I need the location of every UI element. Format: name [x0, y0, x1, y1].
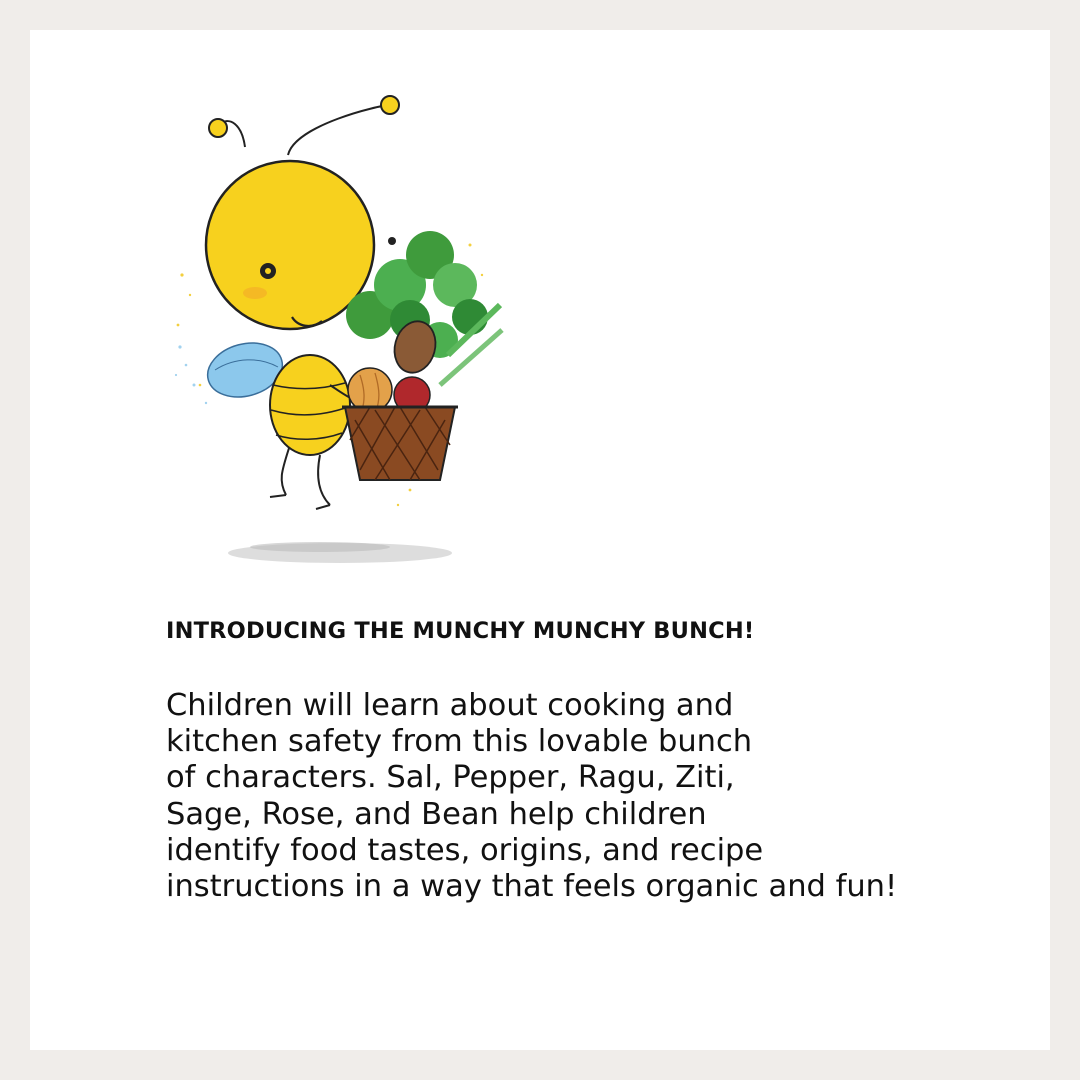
description-line: identify food tastes, origins, and recipe	[166, 832, 764, 868]
page-headline: INTRODUCING THE MUNCHY MUNCHY BUNCH!	[166, 618, 755, 644]
description-paragraph	[166, 688, 897, 905]
description-line: kitchen safety from this lovable bunch	[166, 724, 753, 760]
antennae	[209, 96, 399, 155]
woven-basket	[342, 407, 458, 480]
description-line: Children will learn about cooking and	[166, 688, 734, 723]
description-line: Sage, Rose, and Bean help children	[166, 796, 707, 832]
description-line: instructions in a way that feels organic and fun!	[166, 869, 898, 905]
bee-body	[270, 355, 350, 455]
bee-carrying-vegetable-basket-icon	[170, 85, 510, 585]
onion	[348, 368, 392, 412]
content-card	[30, 30, 1050, 1050]
description-line: of characters. Sal, Pepper, Ragu, Ziti,	[166, 760, 735, 796]
